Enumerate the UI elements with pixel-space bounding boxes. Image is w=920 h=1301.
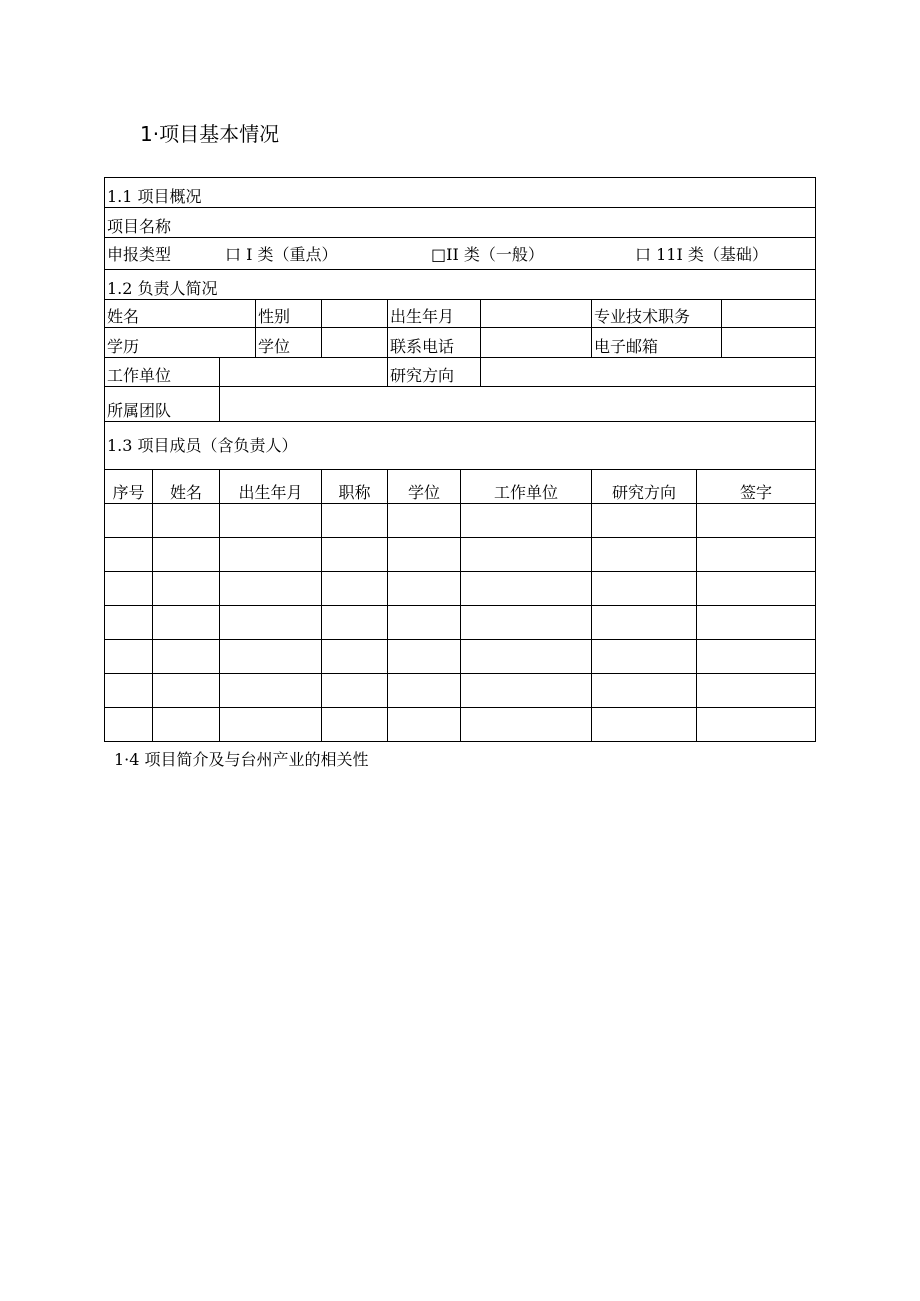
label-name: 姓名 bbox=[105, 300, 256, 328]
col-name: 姓名 bbox=[153, 470, 220, 504]
col-title: 职称 bbox=[322, 470, 388, 504]
label-employer: 工作单位 bbox=[105, 358, 220, 387]
col-employer: 工作单位 bbox=[461, 470, 592, 504]
project-info-table bbox=[104, 177, 816, 742]
label-phone: 联系电话 bbox=[388, 328, 481, 358]
field-email[interactable] bbox=[722, 328, 816, 358]
section-1-2-header: 1.2 负责人简况 bbox=[105, 270, 816, 300]
col-signature: 签字 bbox=[697, 470, 816, 504]
type-option-general[interactable]: □II 类（一般） bbox=[431, 245, 544, 264]
section-1-1-header: 1.1 项目概况 bbox=[105, 178, 816, 208]
field-team[interactable] bbox=[220, 387, 816, 422]
col-index: 序号 bbox=[105, 470, 153, 504]
project-name-label: 项目名称 bbox=[107, 217, 172, 236]
table-row[interactable] bbox=[105, 538, 816, 572]
label-degree: 学位 bbox=[256, 328, 322, 358]
field-phone[interactable] bbox=[481, 328, 592, 358]
field-research[interactable] bbox=[481, 358, 816, 387]
col-degree: 学位 bbox=[388, 470, 461, 504]
label-email: 电子邮箱 bbox=[592, 328, 722, 358]
label-gender: 性别 bbox=[256, 300, 322, 328]
type-option-key[interactable]: 口 I 类（重点） bbox=[225, 245, 338, 264]
label-team: 所属团队 bbox=[105, 387, 220, 422]
section-1-4-header: 1·4 项目简介及与台州产业的相关性 bbox=[114, 750, 369, 769]
table-row[interactable] bbox=[105, 708, 816, 742]
label-education: 学历 bbox=[105, 328, 256, 358]
field-professional-title[interactable] bbox=[722, 300, 816, 328]
table-row[interactable] bbox=[105, 606, 816, 640]
label-professional-title: 专业技术职务 bbox=[592, 300, 722, 328]
application-type-label: 申报类型 bbox=[107, 245, 172, 264]
label-birth: 出生年月 bbox=[388, 300, 481, 328]
table-row[interactable] bbox=[105, 640, 816, 674]
members-header-row bbox=[105, 470, 816, 504]
table-row[interactable] bbox=[105, 504, 816, 538]
project-name-row[interactable] bbox=[105, 208, 816, 238]
table-row[interactable] bbox=[105, 572, 816, 606]
col-research: 研究方向 bbox=[592, 470, 697, 504]
table-row[interactable] bbox=[105, 674, 816, 708]
page-title: 1·项目基本情况 bbox=[140, 122, 280, 146]
type-option-basic[interactable]: 口 11I 类（基础） bbox=[635, 245, 768, 264]
field-employer[interactable] bbox=[220, 358, 388, 387]
label-research: 研究方向 bbox=[388, 358, 481, 387]
section-1-3-header: 1.3 项目成员（含负责人） bbox=[105, 422, 816, 470]
field-gender[interactable] bbox=[322, 300, 388, 328]
field-birth[interactable] bbox=[481, 300, 592, 328]
field-degree[interactable] bbox=[322, 328, 388, 358]
col-birth: 出生年月 bbox=[220, 470, 322, 504]
application-type-row bbox=[105, 238, 816, 270]
